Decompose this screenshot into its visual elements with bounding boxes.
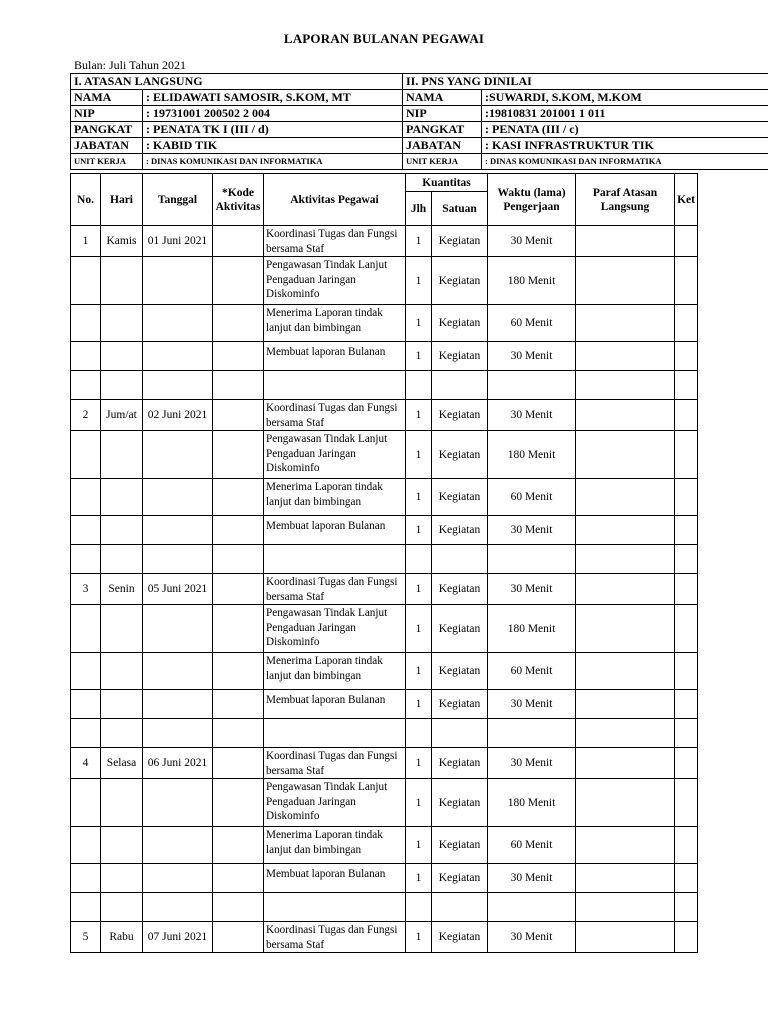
employee-name-value: :SUWARDI, S.KOM, M.KOM: [482, 90, 768, 106]
row-hari: [101, 516, 143, 545]
row-activity: Membuat laporan Bulanan: [264, 690, 406, 719]
row-ket: [675, 748, 698, 779]
row-waktu: 180 Menit: [488, 257, 576, 305]
table-row: [71, 431, 698, 479]
row-activity: Menerima Laporan tindak lanjut dan bimbingan: [264, 305, 406, 342]
row-activity: Menerima Laporan tindak lanjut dan bimbingan: [264, 479, 406, 516]
row-satuan: Kegiatan: [432, 342, 488, 371]
row-tanggal: [143, 605, 213, 653]
supervisor-unit-value: : DINAS KOMUNIKASI DAN INFORMATIKA: [143, 154, 403, 170]
row-ket: [675, 479, 698, 516]
row-satuan: Kegiatan: [432, 400, 488, 431]
row-hari: Jum/at: [101, 400, 143, 431]
row-no: [71, 653, 101, 690]
row-jlh: 1: [406, 342, 432, 371]
row-tanggal: 01 Juni 2021: [143, 226, 213, 257]
empty-cell: [143, 371, 213, 400]
row-kode: [213, 779, 264, 827]
row-paraf: [576, 864, 675, 893]
supervisor-name-label: NAMA: [71, 90, 143, 106]
row-hari: Kamis: [101, 226, 143, 257]
row-waktu: 60 Menit: [488, 827, 576, 864]
row-ket: [675, 257, 698, 305]
row-tanggal: [143, 305, 213, 342]
row-waktu: 30 Menit: [488, 574, 576, 605]
row-tanggal: [143, 653, 213, 690]
row-hari: [101, 827, 143, 864]
table-row: [71, 922, 698, 953]
row-paraf: [576, 342, 675, 371]
row-ket: [675, 431, 698, 479]
row-waktu: 30 Menit: [488, 748, 576, 779]
employee-position-value: : KASI INFRASTRUKTUR TIK: [482, 138, 768, 154]
row-activity: Membuat laporan Bulanan: [264, 342, 406, 371]
empty-cell: [264, 893, 406, 922]
row-activity: Koordinasi Tugas dan Fungsi bersama Staf: [264, 226, 406, 257]
row-hari: [101, 431, 143, 479]
row-tanggal: [143, 827, 213, 864]
row-activity: Koordinasi Tugas dan Fungsi bersama Staf: [264, 748, 406, 779]
row-no: [71, 827, 101, 864]
row-jlh: 1: [406, 827, 432, 864]
row-kode: [213, 516, 264, 545]
table-row: [71, 605, 698, 653]
empty-cell: [264, 371, 406, 400]
row-tanggal: 05 Juni 2021: [143, 574, 213, 605]
row-satuan: Kegiatan: [432, 305, 488, 342]
row-ket: [675, 400, 698, 431]
empty-cell: [675, 545, 698, 574]
empty-cell: [576, 719, 675, 748]
row-jlh: 1: [406, 653, 432, 690]
row-kode: [213, 342, 264, 371]
row-satuan: Kegiatan: [432, 226, 488, 257]
row-no: [71, 516, 101, 545]
row-satuan: Kegiatan: [432, 479, 488, 516]
empty-cell: [576, 371, 675, 400]
empty-cell: [406, 719, 432, 748]
row-no: 2: [71, 400, 101, 431]
employee-info-table: [70, 73, 768, 170]
row-no: [71, 605, 101, 653]
row-no: [71, 779, 101, 827]
row-paraf: [576, 400, 675, 431]
empty-cell: [143, 893, 213, 922]
row-activity: Membuat laporan Bulanan: [264, 864, 406, 893]
row-activity: Membuat laporan Bulanan: [264, 516, 406, 545]
row-waktu: 30 Menit: [488, 342, 576, 371]
empty-cell: [488, 371, 576, 400]
employee-section-title: II. PNS YANG DINILAI: [403, 74, 768, 90]
row-jlh: 1: [406, 516, 432, 545]
empty-cell: [71, 545, 101, 574]
empty-cell: [406, 893, 432, 922]
empty-cell: [213, 719, 264, 748]
empty-cell: [143, 719, 213, 748]
row-paraf: [576, 748, 675, 779]
row-tanggal: [143, 516, 213, 545]
empty-cell: [576, 545, 675, 574]
col-kode: *Kode Aktivitas: [213, 174, 264, 226]
table-row: [71, 479, 698, 516]
row-activity: Koordinasi Tugas dan Fungsi bersama Staf: [264, 400, 406, 431]
supervisor-position-value: : KABID TIK: [143, 138, 403, 154]
col-hari: Hari: [101, 174, 143, 226]
row-no: [71, 864, 101, 893]
row-hari: [101, 864, 143, 893]
report-title: LAPORAN BULANAN PEGAWAI: [283, 31, 485, 46]
employee-rank-value: : PENATA (III / c): [482, 122, 768, 138]
row-ket: [675, 690, 698, 719]
row-tanggal: [143, 431, 213, 479]
row-ket: [675, 779, 698, 827]
col-aktivitas: Aktivitas Pegawai: [264, 174, 406, 226]
row-activity: Pengawasan Tindak Lanjut Pengaduan Jaringan Diskominfo: [264, 605, 406, 653]
empty-cell: [213, 545, 264, 574]
row-satuan: Kegiatan: [432, 864, 488, 893]
row-kode: [213, 226, 264, 257]
empty-cell: [488, 893, 576, 922]
table-row: [71, 827, 698, 864]
row-tanggal: [143, 257, 213, 305]
row-jlh: 1: [406, 574, 432, 605]
table-row: [71, 342, 698, 371]
row-kode: [213, 748, 264, 779]
empty-cell: [213, 371, 264, 400]
employee-nip-label: NIP: [403, 106, 482, 122]
row-paraf: [576, 827, 675, 864]
row-jlh: 1: [406, 226, 432, 257]
supervisor-section-title: I. ATASAN LANGSUNG: [71, 74, 403, 90]
row-jlh: 1: [406, 605, 432, 653]
row-waktu: 60 Menit: [488, 653, 576, 690]
empty-cell: [101, 371, 143, 400]
col-kuantitas: Kuantitas: [406, 174, 488, 192]
employee-rank-label: PANGKAT: [403, 122, 482, 138]
row-activity: Pengawasan Tindak Lanjut Pengaduan Jaringan Diskominfo: [264, 257, 406, 305]
empty-cell: [71, 893, 101, 922]
row-paraf: [576, 226, 675, 257]
row-kode: [213, 431, 264, 479]
row-jlh: 1: [406, 779, 432, 827]
supervisor-rank-label: PANGKAT: [71, 122, 143, 138]
row-paraf: [576, 690, 675, 719]
row-no: [71, 431, 101, 479]
col-jlh: Jlh: [406, 192, 432, 226]
row-jlh: 1: [406, 257, 432, 305]
col-ket: Ket: [675, 174, 698, 226]
empty-cell: [264, 719, 406, 748]
empty-cell: [432, 719, 488, 748]
empty-cell: [488, 545, 576, 574]
row-tanggal: 07 Juni 2021: [143, 922, 213, 953]
employee-nip-value: :19810831 201001 1 011: [482, 106, 768, 122]
empty-cell: [71, 719, 101, 748]
supervisor-name-value: : ELIDAWATI SAMOSIR, S.KOM, MT: [143, 90, 403, 106]
row-jlh: 1: [406, 305, 432, 342]
empty-cell: [675, 893, 698, 922]
row-satuan: Kegiatan: [432, 257, 488, 305]
row-no: [71, 690, 101, 719]
employee-name-label: NAMA: [403, 90, 482, 106]
row-no: [71, 342, 101, 371]
row-tanggal: [143, 690, 213, 719]
row-waktu: 60 Menit: [488, 305, 576, 342]
row-satuan: Kegiatan: [432, 748, 488, 779]
row-no: [71, 305, 101, 342]
row-hari: [101, 479, 143, 516]
row-kode: [213, 653, 264, 690]
table-row: [71, 574, 698, 605]
row-paraf: [576, 305, 675, 342]
row-tanggal: [143, 779, 213, 827]
empty-cell: [406, 371, 432, 400]
empty-cell: [264, 545, 406, 574]
row-activity: Koordinasi Tugas dan Fungsi bersama Staf: [264, 574, 406, 605]
supervisor-nip-label: NIP: [71, 106, 143, 122]
row-kode: [213, 305, 264, 342]
table-row: [71, 305, 698, 342]
row-satuan: Kegiatan: [432, 605, 488, 653]
empty-cell: [432, 371, 488, 400]
table-row: [71, 864, 698, 893]
activity-table-body: [71, 226, 698, 953]
row-hari: [101, 779, 143, 827]
row-paraf: [576, 574, 675, 605]
row-jlh: 1: [406, 690, 432, 719]
empty-cell: [71, 371, 101, 400]
row-satuan: Kegiatan: [432, 431, 488, 479]
row-jlh: 1: [406, 431, 432, 479]
row-paraf: [576, 779, 675, 827]
row-jlh: 1: [406, 864, 432, 893]
row-ket: [675, 516, 698, 545]
row-waktu: 30 Menit: [488, 864, 576, 893]
row-satuan: Kegiatan: [432, 922, 488, 953]
empty-cell: [432, 893, 488, 922]
row-paraf: [576, 431, 675, 479]
row-hari: [101, 342, 143, 371]
employee-unit-value: : DINAS KOMUNIKASI DAN INFORMATIKA: [482, 154, 768, 170]
row-waktu: 30 Menit: [488, 690, 576, 719]
row-kode: [213, 690, 264, 719]
table-row: [71, 226, 698, 257]
table-row: [71, 779, 698, 827]
row-waktu: 30 Menit: [488, 226, 576, 257]
empty-cell: [406, 545, 432, 574]
row-no: 5: [71, 922, 101, 953]
row-no: [71, 257, 101, 305]
report-period: Bulan: Juli Tahun 2021: [74, 58, 186, 72]
table-row: [71, 516, 698, 545]
row-ket: [675, 605, 698, 653]
row-satuan: Kegiatan: [432, 690, 488, 719]
empty-cell: [432, 545, 488, 574]
row-activity: Menerima Laporan tindak lanjut dan bimbingan: [264, 827, 406, 864]
row-paraf: [576, 516, 675, 545]
row-tanggal: [143, 342, 213, 371]
row-satuan: Kegiatan: [432, 827, 488, 864]
row-paraf: [576, 922, 675, 953]
row-hari: Rabu: [101, 922, 143, 953]
supervisor-unit-label: UNIT KERJA: [71, 154, 143, 170]
row-waktu: 60 Menit: [488, 479, 576, 516]
row-waktu: 180 Menit: [488, 779, 576, 827]
row-paraf: [576, 479, 675, 516]
row-kode: [213, 922, 264, 953]
spacer-row: [71, 893, 698, 922]
empty-cell: [101, 719, 143, 748]
row-satuan: Kegiatan: [432, 653, 488, 690]
row-activity: Pengawasan Tindak Lanjut Pengaduan Jaringan Diskominfo: [264, 779, 406, 827]
empty-cell: [213, 893, 264, 922]
row-ket: [675, 653, 698, 690]
row-waktu: 30 Menit: [488, 516, 576, 545]
row-paraf: [576, 653, 675, 690]
spacer-row: [71, 545, 698, 574]
row-waktu: 180 Menit: [488, 431, 576, 479]
row-kode: [213, 574, 264, 605]
row-waktu: 180 Menit: [488, 605, 576, 653]
row-waktu: 30 Menit: [488, 400, 576, 431]
row-no: 4: [71, 748, 101, 779]
row-hari: Selasa: [101, 748, 143, 779]
row-kode: [213, 400, 264, 431]
row-kode: [213, 605, 264, 653]
row-tanggal: 06 Juni 2021: [143, 748, 213, 779]
col-tanggal: Tanggal: [143, 174, 213, 226]
row-activity: Pengawasan Tindak Lanjut Pengaduan Jaringan Diskominfo: [264, 431, 406, 479]
activity-table-header: [71, 174, 698, 226]
row-ket: [675, 827, 698, 864]
empty-cell: [488, 719, 576, 748]
table-row: [71, 653, 698, 690]
row-ket: [675, 226, 698, 257]
activity-table: [70, 173, 698, 953]
row-paraf: [576, 257, 675, 305]
empty-cell: [143, 545, 213, 574]
row-no: 3: [71, 574, 101, 605]
row-satuan: Kegiatan: [432, 516, 488, 545]
table-row: [71, 400, 698, 431]
row-ket: [675, 864, 698, 893]
row-tanggal: 02 Juni 2021: [143, 400, 213, 431]
row-hari: [101, 690, 143, 719]
row-activity: Koordinasi Tugas dan Fungsi bersama Staf: [264, 922, 406, 953]
row-kode: [213, 479, 264, 516]
row-ket: [675, 922, 698, 953]
employee-position-label: JABATAN: [403, 138, 482, 154]
employee-unit-label: UNIT KERJA: [403, 154, 482, 170]
col-waktu: Waktu (lama) Pengerjaan: [488, 174, 576, 226]
row-hari: [101, 257, 143, 305]
empty-cell: [576, 893, 675, 922]
row-hari: [101, 605, 143, 653]
row-kode: [213, 827, 264, 864]
row-hari: [101, 653, 143, 690]
row-kode: [213, 257, 264, 305]
row-hari: [101, 305, 143, 342]
row-jlh: 1: [406, 748, 432, 779]
col-satuan: Satuan: [432, 192, 488, 226]
row-tanggal: [143, 864, 213, 893]
table-row: [71, 748, 698, 779]
row-paraf: [576, 605, 675, 653]
empty-cell: [675, 371, 698, 400]
supervisor-rank-value: : PENATA TK I (III / d): [143, 122, 403, 138]
supervisor-position-label: JABATAN: [71, 138, 143, 154]
supervisor-nip-value: : 19731001 200502 2 004: [143, 106, 403, 122]
row-jlh: 1: [406, 479, 432, 516]
row-satuan: Kegiatan: [432, 574, 488, 605]
col-no: No.: [71, 174, 101, 226]
row-ket: [675, 574, 698, 605]
row-ket: [675, 342, 698, 371]
row-waktu: 30 Menit: [488, 922, 576, 953]
table-row: [71, 690, 698, 719]
row-no: 1: [71, 226, 101, 257]
spacer-row: [71, 371, 698, 400]
table-row: [71, 257, 698, 305]
empty-cell: [101, 893, 143, 922]
empty-cell: [101, 545, 143, 574]
row-tanggal: [143, 479, 213, 516]
row-activity: Menerima Laporan tindak lanjut dan bimbingan: [264, 653, 406, 690]
row-jlh: 1: [406, 400, 432, 431]
row-ket: [675, 305, 698, 342]
row-no: [71, 479, 101, 516]
row-jlh: 1: [406, 922, 432, 953]
row-satuan: Kegiatan: [432, 779, 488, 827]
empty-cell: [675, 719, 698, 748]
spacer-row: [71, 719, 698, 748]
col-paraf: Paraf Atasan Langsung: [576, 174, 675, 226]
row-hari: Senin: [101, 574, 143, 605]
row-kode: [213, 864, 264, 893]
